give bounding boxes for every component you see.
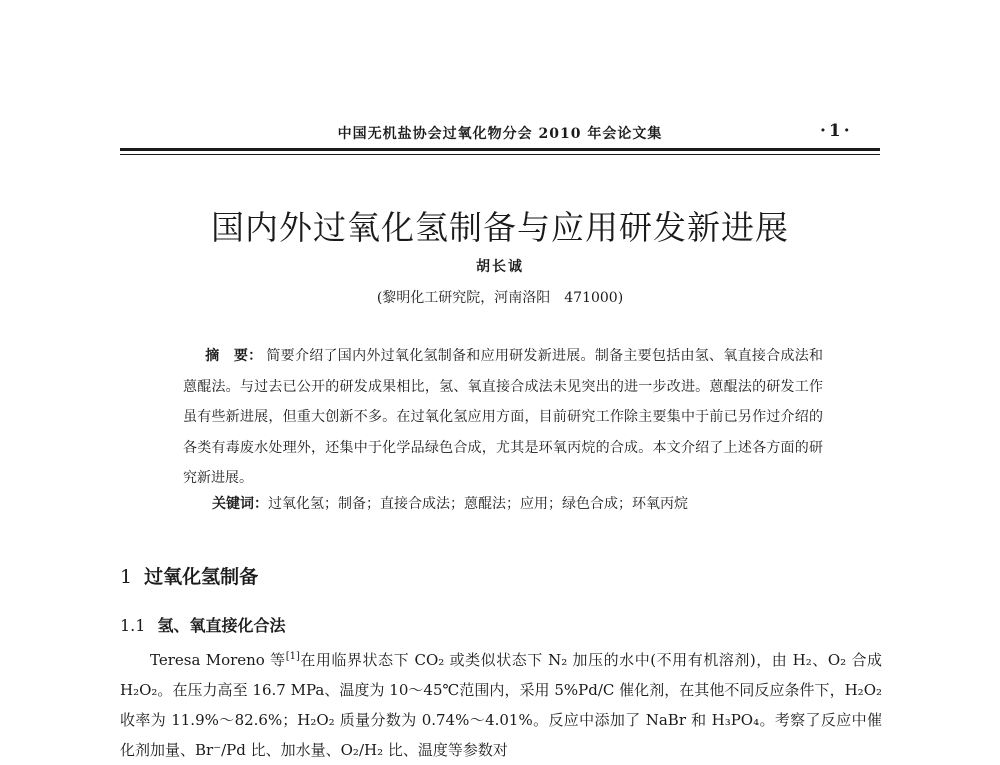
- header-rule-thick: [120, 148, 880, 151]
- body-paragraph: [120, 645, 882, 765]
- citation-ref[interactable]: [1]: [285, 651, 300, 662]
- section-title: 过氧化氢制备: [144, 566, 259, 588]
- author-affiliation: (黎明化工研究院，河南洛阳 471000): [376, 290, 624, 306]
- body-author-ref: Teresa Moreno 等: [150, 651, 286, 669]
- abstract-label: 摘 要：: [205, 348, 263, 364]
- keywords: [212, 493, 832, 513]
- keywords-label: 关键词：: [212, 496, 268, 512]
- abstract-text: 简要介绍了国内外过氧化氢制备和应用研发新进展。制备主要包括由氢、氧直接合成法和蒽醌法。与过去已公开的研发成果相比，氢、氧直接合成法未见突出的进一步改进。蒽醌法的研发工作虽有些新进展，但重大创新不多。在过氧化氢应用方面，目前研究工作除主要集中于前已另作过介绍的各类有毒废水处理外，还集中于化学品绿色合成，尤其是环氧丙烷的合成。本文介绍了上述各方面的研究新进展。: [183, 348, 824, 486]
- header-rule-thin: [120, 154, 880, 155]
- section-number: 1: [120, 566, 133, 588]
- subsection-title: 氢、氧直接化合法: [157, 616, 286, 635]
- section-heading: [120, 562, 258, 589]
- author-name: 胡长诚: [476, 259, 524, 275]
- subsection-heading: [120, 613, 285, 636]
- body-text: 在用临界状态下 CO₂ 或类似状态下 N₂ 加压的水中(不用有机溶剂)，由 H₂、O₂ 合成 H₂O₂。在压力高至 16.7 MPa、温度为 10～45℃范围内，采用 5%Pd/C 催化剂，在其他不同反应条件下，H₂O₂ 收率为 11.9%～82.6%；H₂O₂ 质量分数为 0.74%～4.01%。反应中添加了 NaBr 和 H₃PO₄。考察了反应中催化剂加量、Br⁻/Pd 比、加水量、O₂/H₂ 比、温度等参数对: [120, 651, 882, 759]
- abstract: [183, 341, 823, 494]
- paper-title: 国内外过氧化氢制备与应用研发新进展: [211, 208, 789, 247]
- running-header: 中国无机盐协会过氧化物分会 2010 年会论文集: [337, 126, 663, 142]
- page-number: ·1·: [820, 121, 853, 141]
- subsection-number: 1.1: [120, 616, 146, 635]
- keywords-text: 过氧化氢；制备；直接合成法；蒽醌法；应用；绿色合成；环氧丙烷: [268, 496, 688, 512]
